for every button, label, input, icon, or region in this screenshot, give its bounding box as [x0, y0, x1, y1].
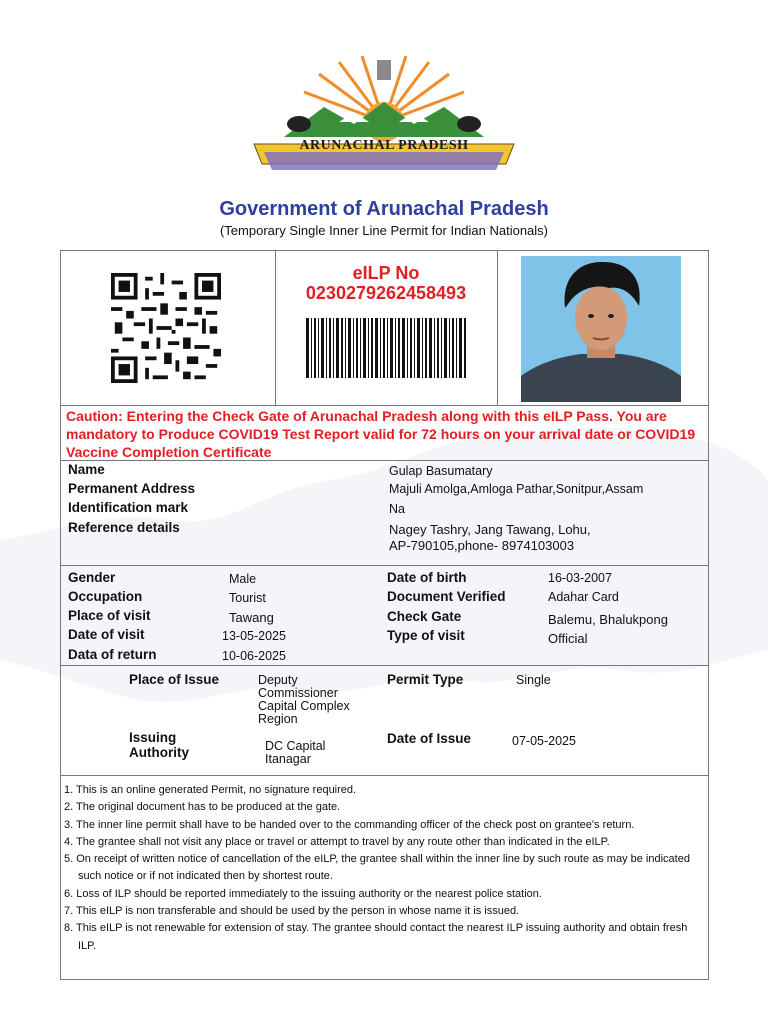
reference-line-1: Nagey Tashry, Jang Tawang, Lohu, — [389, 522, 591, 537]
list-item: 6. Loss of ILP should be reported immediately to the issuing authority or the nearest police station. — [64, 887, 542, 900]
date-of-visit-value: 13-05-2025 — [222, 629, 286, 643]
place-of-issue-label: Place of Issue — [129, 672, 220, 687]
document-verified-label: Document Verified — [387, 589, 506, 604]
document-verified-value: Adahar Card — [548, 590, 619, 604]
elip-number-block — [276, 263, 496, 303]
check-gate-value: Balemu, Bhalukpong — [548, 612, 668, 627]
date-of-return-value: 10-06-2025 — [222, 649, 286, 663]
reference-label: Reference details — [68, 520, 180, 535]
check-gate-label: Check Gate — [387, 609, 462, 624]
terms-list — [64, 782, 704, 955]
arunachal-emblem-logo — [244, 52, 524, 182]
address-value: Majuli Amolga,Amloga Pathar,Sonitpur,Assam — [389, 482, 644, 496]
page-subtitle: (Temporary Single Inner Line Permit for Indian Nationals) — [219, 223, 549, 238]
reference-line-2: AP-790105,phone- 8974103003 — [389, 538, 575, 553]
logo-text: ARUNACHAL PRADESH — [299, 138, 469, 153]
issuing-authority-line-2: Itanagar — [265, 752, 311, 766]
applicant-photo — [521, 256, 681, 402]
issuing-authority-label-1: Issuing — [129, 730, 177, 745]
date-of-birth-value: 16-03-2007 — [548, 571, 612, 585]
list-item: 3. The inner line permit shall have to be handed over to the commanding officer of the check post on grantee's return. — [64, 818, 635, 831]
identification-mark-value: Na — [389, 502, 405, 516]
date-of-return-label: Data of return — [68, 647, 157, 662]
permit-type-label: Permit Type — [387, 672, 464, 687]
gender-value: Male — [229, 572, 257, 586]
list-item: 7. This eILP is non transferable and should be used by the person in whose name it is issued. — [64, 905, 520, 918]
type-of-visit-value: Official — [548, 631, 588, 646]
issuing-authority-line-1: DC Capital — [265, 739, 326, 753]
occupation-label: Occupation — [68, 589, 143, 604]
name-label: Name — [68, 462, 105, 477]
place-of-issue-line-4: Region — [258, 712, 298, 726]
elip-number: 0230279262458493 — [305, 283, 467, 303]
place-of-issue-line-3: Capital Complex — [258, 699, 350, 713]
type-of-visit-label: Type of visit — [387, 628, 465, 643]
name-value: Gulap Basumatary — [389, 464, 493, 478]
qr-code — [108, 273, 224, 383]
identification-mark-label: Identification mark — [68, 500, 189, 515]
date-of-visit-label: Date of visit — [68, 627, 145, 642]
occupation-value: Tourist — [229, 591, 266, 605]
caution-notice: Caution: Entering the Check Gate of Arunachal Pradesh along with this eILP Pass. You are mandatory to Produce COVID19 Test Report valid for 72 hours on your arrival date or COVID19 Vaccine Completion Certificate — [66, 408, 696, 460]
elip-label: eILP No — [352, 263, 420, 283]
list-item: 5. On receipt of written notice of cancellation of the eILP, the grantee shall within the inner line by such route as may be indicated such notice or if not indicated then by shortest route. — [64, 853, 690, 883]
list-item: 4. The grantee shall not visit any place or travel or attempt to travel by any route other than indicated in the eILP. — [64, 835, 610, 848]
place-of-visit-label: Place of visit — [68, 608, 151, 623]
address-label: Permanent Address — [68, 481, 196, 496]
issuing-authority-label-2: Authority — [129, 745, 189, 760]
date-of-issue-value: 07-05-2025 — [512, 734, 576, 748]
list-item: 8. This eILP is not renewable for extension of stay. The grantee should contact the nearest ILP issuing authority and obtain fresh ILP. — [64, 922, 688, 952]
page-title: Government of Arunachal Pradesh — [219, 198, 549, 220]
list-item: 2. The original document has to be produced at the gate. — [64, 801, 341, 814]
list-item: 1. This is an online generated Permit, no signature required. — [64, 784, 357, 796]
place-of-issue-line-2: Commissioner — [258, 686, 338, 700]
place-of-visit-value: Tawang — [229, 610, 274, 625]
place-of-issue-line-1: Deputy — [258, 673, 298, 687]
permit-type-value: Single — [516, 673, 551, 687]
barcode — [306, 318, 466, 378]
gender-label: Gender — [68, 570, 116, 585]
date-of-birth-label: Date of birth — [387, 570, 467, 585]
date-of-issue-label: Date of Issue — [387, 731, 472, 746]
